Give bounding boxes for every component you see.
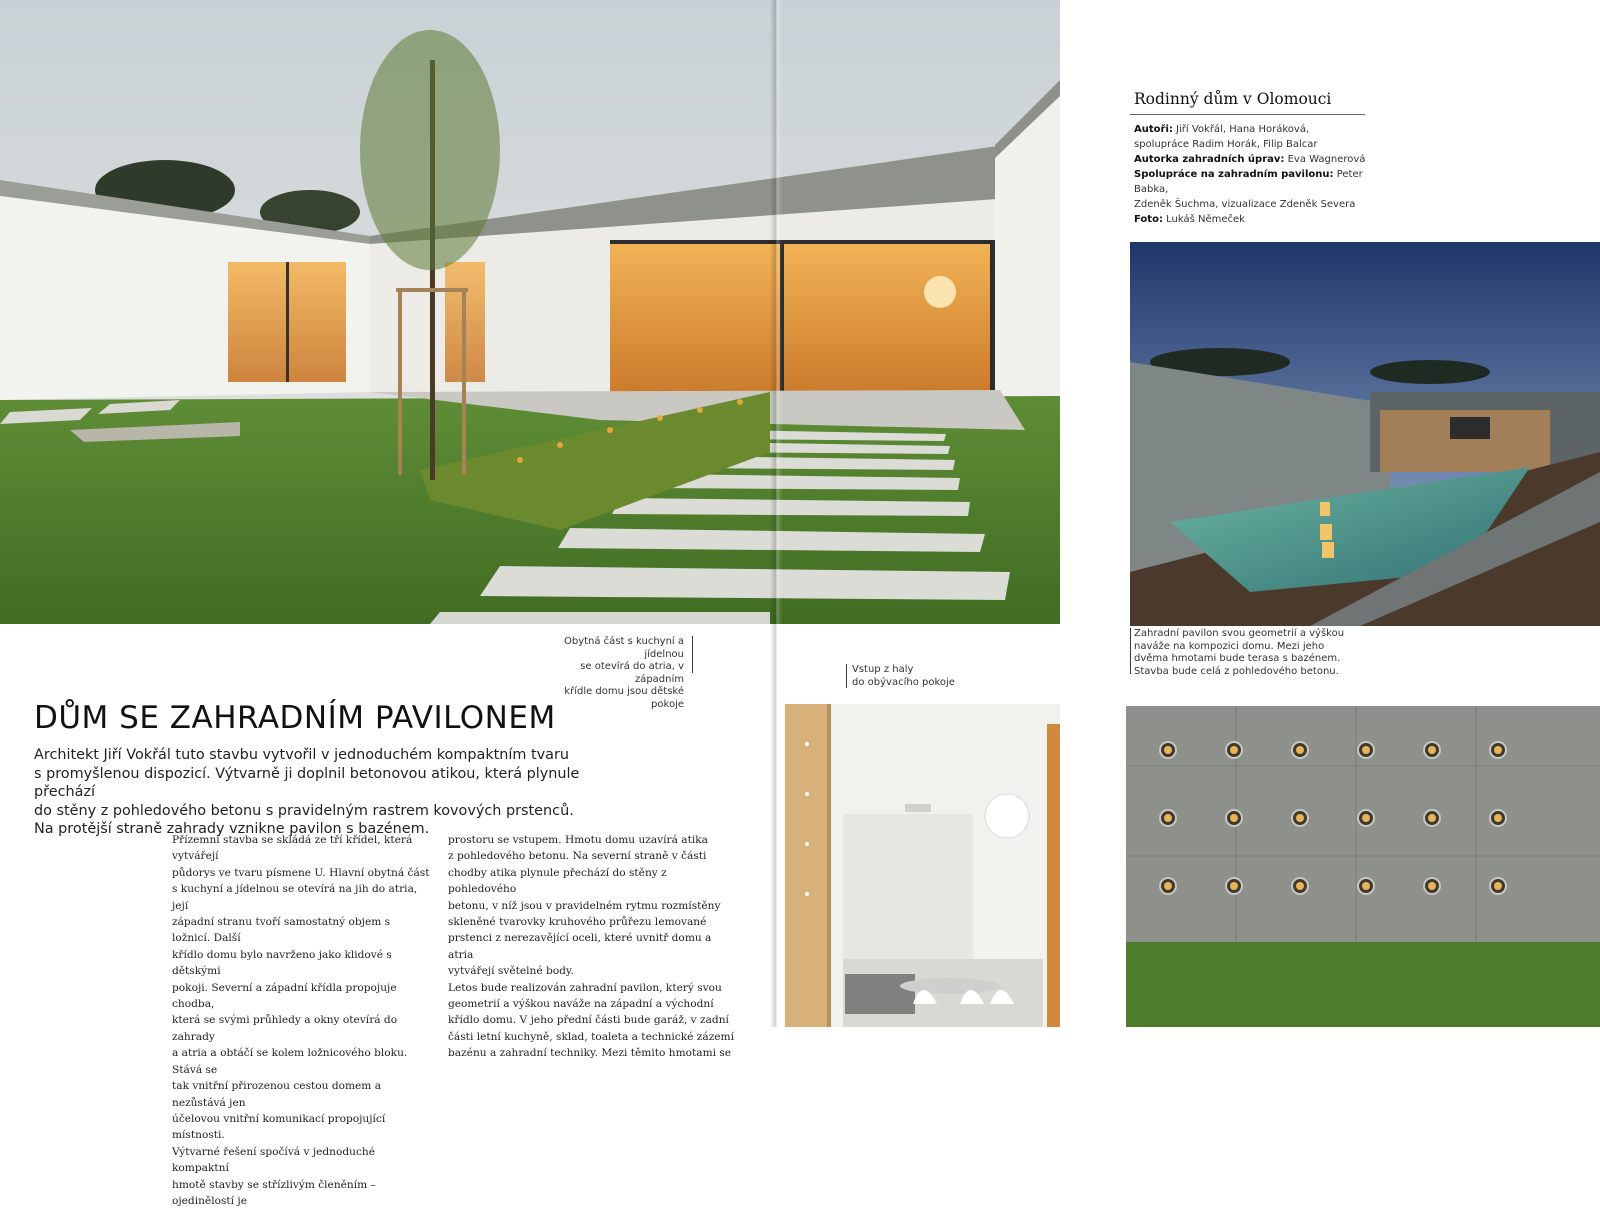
article-lead (34, 746, 614, 839)
hero-photo-atrium-garden (0, 0, 1060, 624)
credit-row: Foto: Lukáš Němeček (1134, 214, 1245, 225)
credit-row: Autorka zahradních úprav: Eva Wagnerová (1134, 154, 1366, 165)
lead-line: Architekt Jiří Vokřál tuto stavbu vytvořil v jednoduchém kompaktním tvaru (34, 747, 570, 763)
body-column-2: prostoru se vstupem. Hmotu domu uzavírá atika z pohledového betonu. Na severní straně v části chodby atika plynule přechází do stěny z pohledového betonu, v níž jsou v pravidelném rytmu rozmístěny skleněné tvarovky kruhového průřezu lemované prstenci z nerezavějící oceli, které uvnitř domu a atria vytvářejí světelné body. Letos bude realizován zahradní pavilon, který svou geometrií a výškou naváže na západní a východní křídlo domu. V jeho přední části bude garáž, v zadní části letní kuchyně, sklad, toaleta a technické zázemí bazénu a zahradní techniky. Mezi těmito hmotami se (448, 834, 734, 1060)
pool-illustration (1130, 242, 1600, 626)
pool-pavilion-photo (1130, 242, 1600, 626)
lead-line: Na protější straně zahrady vznikne pavilon s bazénem. (34, 821, 430, 837)
credit-row: Autoři: Jiří Vokřál, Hana Horáková, (1134, 124, 1310, 135)
lead-line: s promyšlenou dispozicí. Výtvarně ji doplnil betonovou atikou, která plynule přechází (34, 765, 580, 800)
interior-photo-hall (785, 704, 1060, 1027)
pool-photo-caption: Zahradní pavilon svou geometrií a výškou naváže na kompozici domu. Mezi jeho dvěma hmotami bude terasa s bazénem. Stavba bude celá z pohledového betonu. (1134, 628, 1345, 677)
hero-photo-caption: Obytná část s kuchyní a jídelnou se otevírá do atria, v západním křídle domu jsou dětské pokoje (563, 636, 684, 710)
lead-line: do stěny z pohledového betonu s pravidelným rastrem kovových prstenců. (34, 802, 574, 819)
credit-row: Spolupráce na zahradním pavilonu: Peter Babka, (1134, 169, 1363, 195)
concrete-wall-illustration (1126, 706, 1600, 1027)
interior-illustration (785, 704, 1060, 1027)
pool-caption-rule (1130, 628, 1131, 674)
article-title: DŮM SE ZAHRADNÍM PAVILONEM (34, 700, 556, 736)
project-credits (1134, 122, 1394, 227)
hero-caption-rule (692, 636, 693, 673)
concrete-wall-rings-photo (1126, 706, 1600, 1027)
atrium-garden-illustration (0, 0, 1060, 624)
spine-gutter-shadow (770, 0, 782, 1027)
body-column-1: Přízemní stavba se skládá ze tří křídel, která vytvářejí půdorys ve tvaru písmene U. Hlavní obytná část s kuchyní a jídelnou se otevírá na jih do atria, její západní stranu tvoří samostatný objem s ložnicí. Další křídlo domu bylo navrženo jako klidové s dětskými pokoji. Severní a západní křídla propojuje chodba, která se svými průhledy a okny otevírá do zahrady a atria a obtáčí se kolem ložnicového bloku. Stává se tak vnitřní přirozenou cestou domem a nezůstává jen účelovou vnitřní komunikací propojující místnosti. Výtvarné řešení spočívá v jednoduché kompaktní hmotě stavby se střízlivým členěním – ojedinělostí je (172, 834, 430, 1207)
interior-photo-caption: Vstup z haly do obývacího pokoje (852, 664, 955, 688)
credit-row: spolupráce Radim Horák, Filip Balcar (1134, 139, 1318, 150)
interior-caption-rule (846, 664, 847, 688)
credit-row: Zdeněk Šuchma, vizualizace Zdeněk Severa (1134, 199, 1356, 210)
sidebar-title-rule (1130, 114, 1365, 115)
sidebar-title: Rodinný dům v Olomouci (1134, 90, 1332, 108)
